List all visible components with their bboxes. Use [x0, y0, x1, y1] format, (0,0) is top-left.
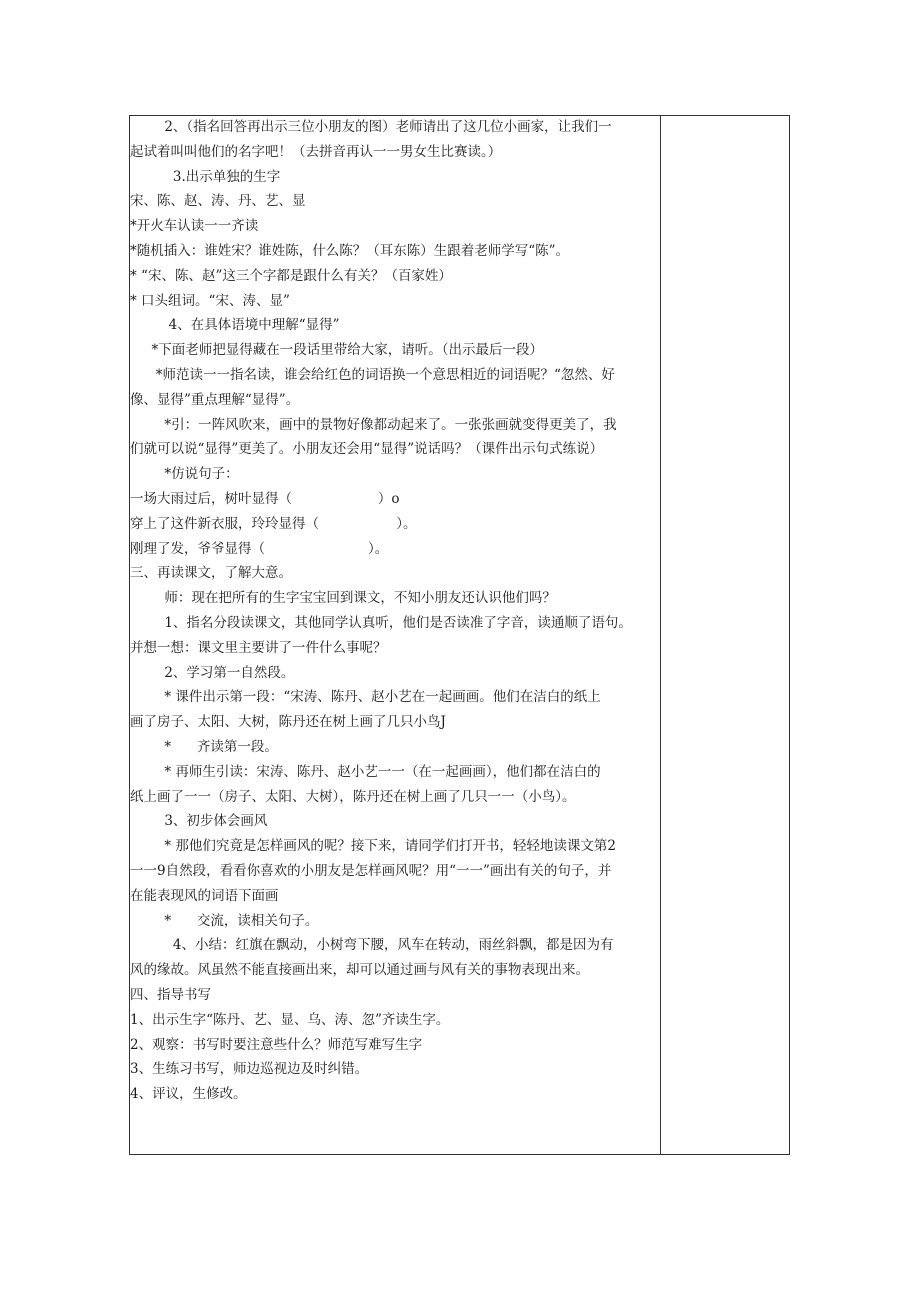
lesson-line: 一一9自然段，看看你喜欢的小朋友是怎样画风呢？用“一一”画出有关的句子，并 [130, 863, 612, 879]
notes-cell [661, 116, 789, 1154]
lesson-line: 2、学习第一自然段。 [130, 664, 295, 681]
lesson-line: * 再师生引读：宋涛、陈丹、赵小艺一一（在一起画画），他们都在洁白的 [130, 763, 601, 780]
lesson-line: 师：现在把所有的生字宝宝回到课文，不知小朋友还认识他们吗？ [130, 590, 556, 607]
lesson-line: *仿说句子： [130, 466, 239, 483]
lesson-table [129, 115, 790, 1155]
lesson-line: 3、生练习书写，师边巡视边及时纠错。 [130, 1061, 369, 1078]
lesson-line: 1、指名分段读课文，其他同学认真听，他们是否读准了字音，读通顺了语句。 [130, 615, 632, 631]
lesson-line: 四、指导书写 [130, 987, 211, 1003]
lesson-line: 3.出示单独的生字 [130, 168, 281, 185]
lesson-line: *开火车认读一一齐读 [130, 218, 259, 235]
lesson-line: 一场大雨过后，树叶显得（ ）o [130, 491, 400, 507]
lesson-line: 们就可以说“显得”更美了。小朋友还会用“显得”说话吗？（课件出示句式练说） [130, 441, 604, 458]
lesson-line: 4、在具体语境中理解“显得” [130, 317, 340, 334]
lesson-line: 起试着叫叫他们的名字吧！（去拼音再认一一男女生比赛读。） [130, 143, 502, 160]
lesson-line: 风的缘故。风虽然不能直接画出来，却可以通过画与风有关的事物表现出来。 [130, 962, 589, 979]
lesson-line: 宋、陈、赵、涛、丹、艺、显 [130, 193, 306, 210]
lesson-line: 3、初步体会画风 [130, 813, 268, 830]
lesson-line: 4、小结：红旗在飘动，小树弯下腰，风车在转动，雨丝斜飘，都是因为有 [130, 937, 614, 954]
lesson-line: *引：一阵风吹来，画中的景物好像都动起来了。一张张画就变得更美了，我 [130, 416, 617, 433]
lesson-line: *师范读一一指名读，谁会给红色的词语换一个意思相近的词语呢？“忽然、好 [130, 367, 615, 383]
lesson-line: 纸上画了一一（房子、太阳、大树），陈丹还在树上画了几只一一（小鸟）。 [130, 788, 576, 805]
lesson-line: 像、显得”重点理解“显得”。 [130, 391, 300, 408]
lesson-line: 2、观察：书写时要注意些什么？师范写难写生字 [130, 1036, 423, 1053]
lesson-line: *随机插入：谁姓宋？谁姓陈，什么陈？（耳东陈）生跟着老师学写“陈”。 [130, 243, 570, 259]
lesson-line: *下面老师把显得藏在一段话里带给大家，请听。（出示最后一段） [130, 342, 543, 359]
lesson-line: * 齐读第一段。 [130, 739, 278, 755]
lesson-line: * 课件出示第一段：“宋涛、陈丹、赵小艺在一起画画。他们在洁白的纸上 [130, 689, 601, 706]
lesson-line: 在能表现风的词语下面画 [130, 887, 279, 904]
lesson-line: * 那他们究竟是怎样画风的呢？接下来，请同学们打开书，轻轻地读课文第2 [130, 838, 616, 855]
lesson-line: 4、评议，生修改。 [130, 1086, 247, 1103]
lesson-line: 穿上了这件新衣服，玲玲显得（ ）。 [130, 515, 417, 532]
lesson-line: 2、（指名回答再出示三位小朋友的图）老师请出了这几位小画家，让我们一 [130, 119, 612, 135]
lesson-line: 刚理了发，爷爷显得（ ）。 [130, 540, 389, 557]
lesson-line: 三、再读课文，了解大意。 [130, 565, 292, 582]
lesson-line: 并想一想：课文里主要讲了一件什么事呢？ [130, 639, 387, 656]
lesson-line: 画了房子、太阳、大树，陈丹还在树上画了几只小鸟J [130, 714, 446, 731]
lesson-line: * 口头组词。“宋、涛、显” [130, 292, 290, 309]
lesson-line: * 交流，读相关句子。 [130, 912, 319, 929]
lesson-line: 1、出示生字“陈丹、艺、显、乌、涛、忽”齐读生字。 [130, 1011, 450, 1028]
lesson-line: * “宋、陈、赵”这三个字都是跟什么有关？（百家姓） [130, 267, 452, 284]
